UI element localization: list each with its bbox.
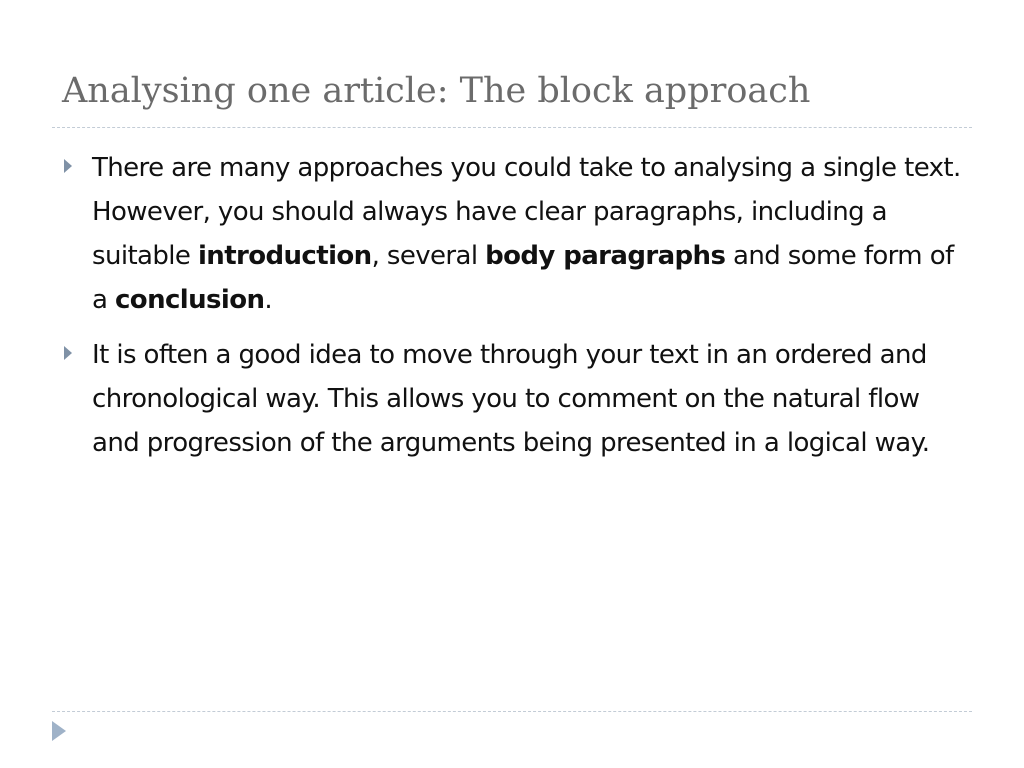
bullet-text-segment: There are many approaches you could take to analysing a single text. However, you should always have clear paragraphs, including a suitable [92,153,961,271]
slide-title: Analysing one article: The block approach [62,71,811,111]
bullet-text [92,333,962,465]
bullet-item [62,333,962,465]
bullet-text-bold-segment: introduction [197,241,372,271]
title-divider [52,127,972,128]
bullet-text-segment: , several [371,241,486,271]
bullet-item [62,146,962,322]
bullet-text-segment: and some form of a [92,241,954,315]
bullet-text-segment: . [264,285,273,315]
bullet-text [92,146,962,322]
triangle-right-icon [64,346,72,360]
bullet-list [62,146,962,476]
bullet-text-bold-segment: body paragraphs [485,241,726,271]
bullet-text-segment: It is often a good idea to move through your text in an ordered and chronological way. This allows you to comment on the natural flow and progression of the arguments being presented in a logical way. [92,340,930,458]
bullet-text-bold-segment: conclusion [115,285,265,315]
triangle-right-icon [64,159,72,173]
footer-divider [52,711,972,712]
next-slide-arrow-icon[interactable] [52,721,66,741]
